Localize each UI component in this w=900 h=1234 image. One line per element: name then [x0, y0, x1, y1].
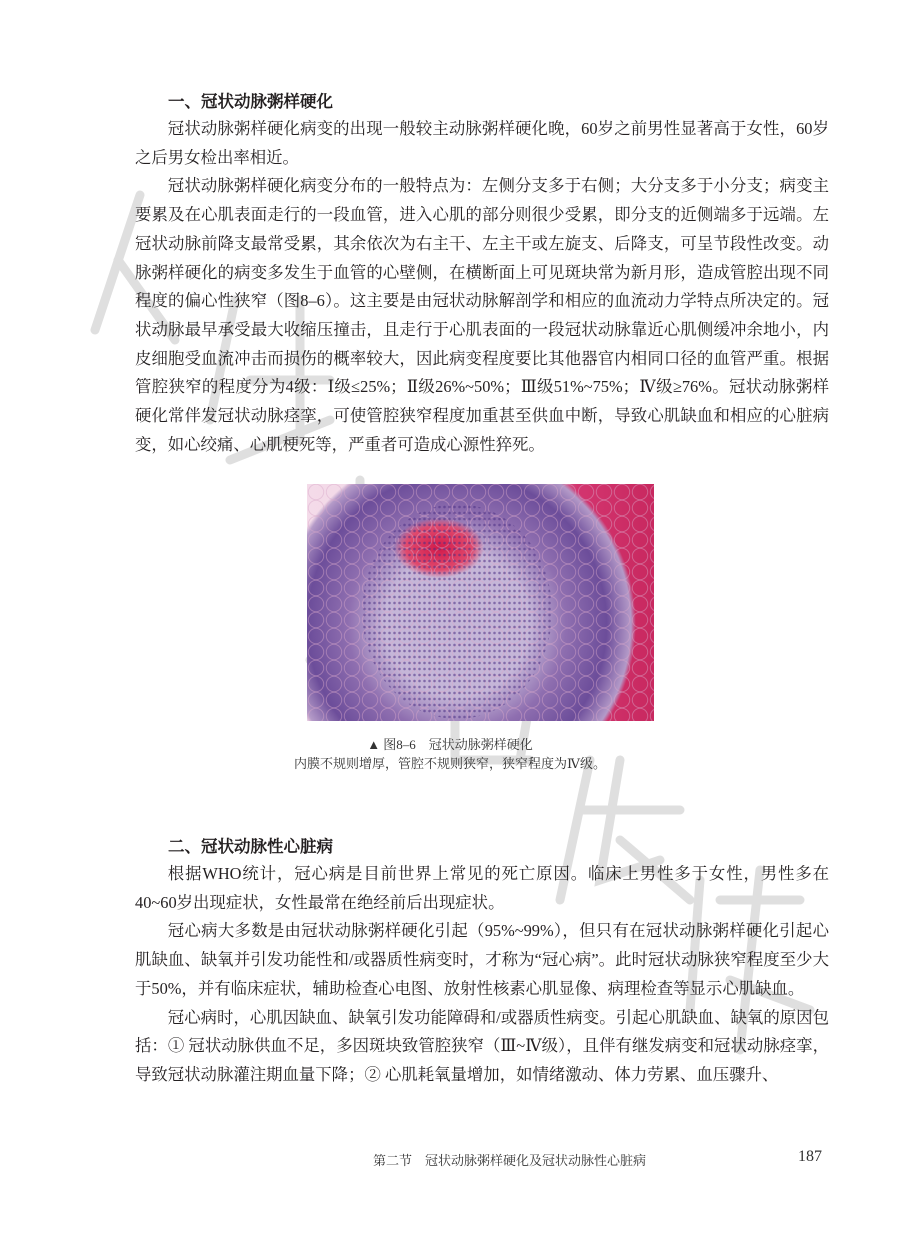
page-number: 187: [798, 1148, 822, 1165]
running-footer-title: 第二节 冠状动脉粥样硬化及冠状动脉性心脏病: [373, 1153, 647, 1168]
paragraph: 冠心病大多数是由冠状动脉粥样硬化引起（95%~99%），但只有在冠状动脉粥样硬化引起心肌缺血、缺氧并引发功能性和/或器质性病变时，才称为“冠心病”。此时冠状动脉狭窄程度至少大于50%，并有临床症状，辅助检查心电图、放射性核素心肌显像、病理检查等显示心肌缺血。: [135, 921, 829, 998]
paragraph: 冠心病时，心肌因缺血、缺氧引发功能障碍和/或器质性病变。引起心肌缺血、缺氧的原因包括：① 冠状动脉供血不足，多因斑块致管腔狭窄（Ⅲ~Ⅳ级），且伴有继发病变和冠状动脉痉挛，导致冠状动脉灌注期血量下降；② 心肌耗氧量增加，如情绪激动、体力劳累、血压骤升、: [135, 1007, 829, 1084]
section-2-heading: 二、冠状动脉性心脏病: [168, 838, 333, 856]
figure-caption-description: 内膜不规则增厚，管腔不规则狭窄，狭窄程度为Ⅳ级。: [294, 756, 606, 771]
paragraph: 冠状动脉粥样硬化病变分布的一般特点为：左侧分支多于右侧；大分支多于小分支；病变主要累及在心肌表面走行的一段血管，进入心肌的部分则很少受累，即分支的近侧端多于远端。左冠状动脉前降支最常受累，其余依次为右主干、左主干或左旋支、后降支，可呈节段性改变。动脉粥样硬化的病变多发生于血管的心壁侧，在横断面上可见斑块常为新月形，造成管腔出现不同程度的偏心性狭窄（图8–6）。这主要是由冠状动脉解剖学和相应的血流动力学特点所决定的。冠状动脉最早承受最大收缩压撞击，且走行于心肌表面的一段冠状动脉靠近心肌侧缓冲余地小，内皮细胞受血流冲击而损伤的概率较大，因此病变程度要比其他器官内相同口径的血管严重。根据管腔狭窄的程度分为4级：Ⅰ级≤25%；Ⅱ级26%~50%；Ⅲ级51%~75%；Ⅳ级≥76%。冠状动脉粥样硬化常伴发冠状动脉痉挛，可使管腔狭窄程度加重甚至供血中断，导致心肌缺血和相应的心脏病变，如心绞痛、心肌梗死等，严重者可造成心源性猝死。: [135, 176, 829, 454]
section-1-heading: 一、冠状动脉粥样硬化: [168, 93, 333, 111]
figure-caption-title: ▲ 图8–6 冠状动脉粥样硬化: [367, 737, 533, 752]
paragraph: 根据WHO统计，冠心病是目前世界上常见的死亡原因。临床上男性多于女性，男性多在40~60岁出现症状，女性最常在绝经前后出现症状。: [135, 864, 829, 912]
section-1-body: [135, 115, 829, 459]
section-2-body: [135, 860, 829, 1090]
histology-figure-coronary-atherosclerosis: [307, 484, 654, 721]
paragraph: 冠状动脉粥样硬化病变的出现一般较主动脉粥样硬化晚，60岁之前男性显著高于女性，60岁之后男女检出率相近。: [135, 119, 829, 167]
plaque-texture: [362, 504, 552, 719]
